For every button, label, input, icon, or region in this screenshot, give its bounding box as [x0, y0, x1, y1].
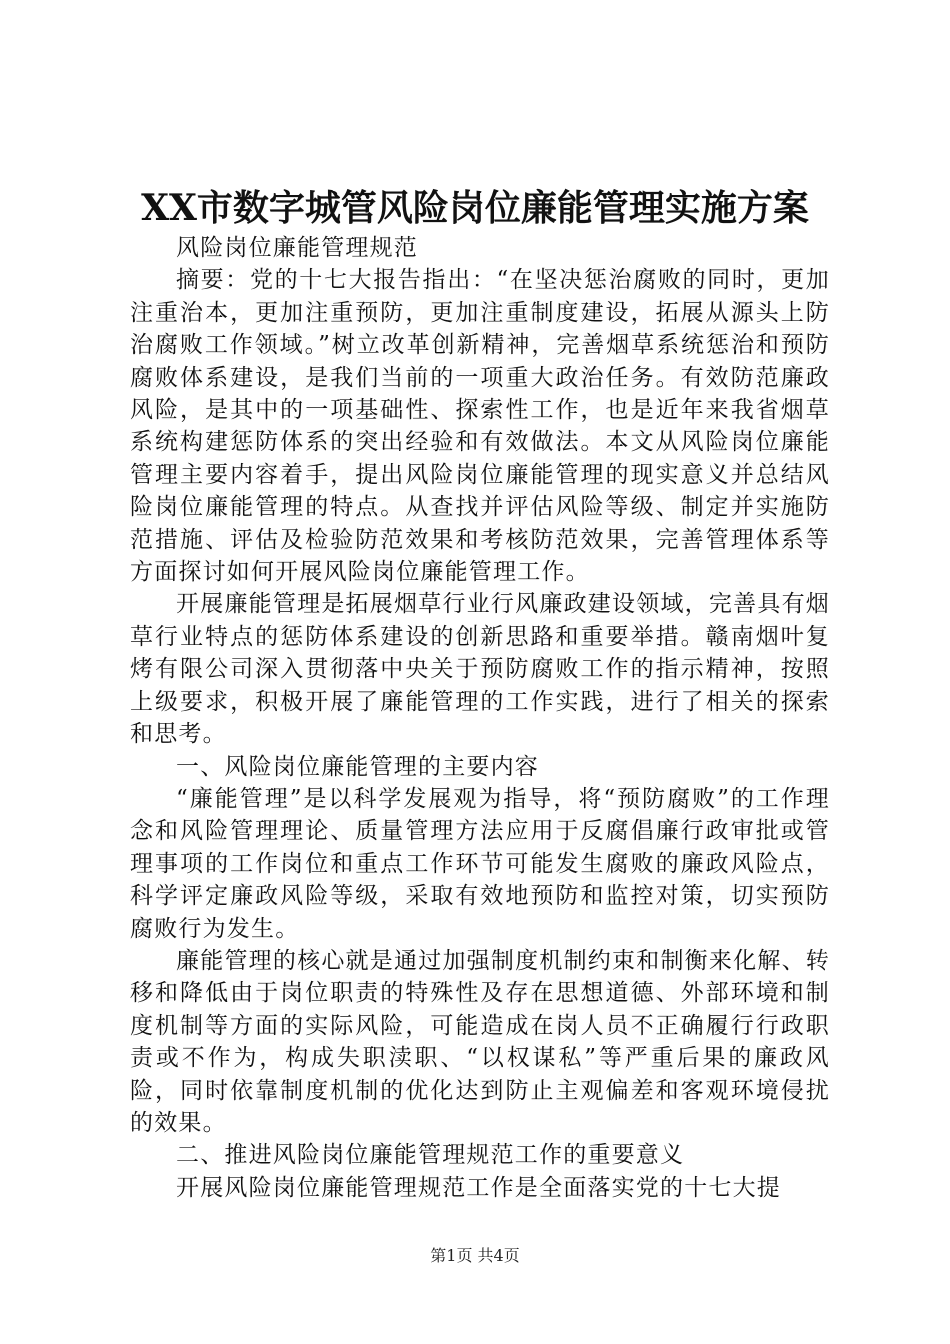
- document-body: [130, 232, 830, 1204]
- body-paragraph: 廉能管理的核心就是通过加强制度机制约束和制衡来化解、转移和降低由于岗位职责的特殊性及存在思想道德、外部环境和制度机制等方面的实际风险，可能造成在岗人员不正确履行行政职责或不作为，构成失职渎职、“以权谋私”等严重后果的廉政风险，同时依靠制度机制的优化达到防止主观偏差和客观环境侵扰的效果。: [130, 947, 830, 1136]
- intro-paragraph: 开展廉能管理是拓展烟草行业行风廉政建设领域，完善具有烟草行业特点的惩防体系建设的创新思路和重要举措。赣南烟叶复烤有限公司深入贯彻落中央关于预防腐败工作的指示精神，按照上级要求，积极开展了廉能管理的工作实践，进行了相关的探索和思考。: [130, 591, 830, 748]
- body-paragraph: 开展风险岗位廉能管理规范工作是全面落实党的十七大提: [176, 1174, 781, 1201]
- body-paragraph: “廉能管理”是以科学发展观为指导，将“预防腐败”的工作理念和风险管理理论、质量管理方法应用于反腐倡廉行政审批或管理事项的工作岗位和重点工作环节可能发生腐败的廉政风险点，科学评定廉政风险等级，采取有效地预防和监控对策，切实预防腐败行为发生。: [130, 785, 830, 942]
- section-heading-2: 二、推进风险岗位廉能管理规范工作的重要意义: [176, 1142, 685, 1169]
- page-footer: 第1页 共4页: [430, 1246, 520, 1265]
- subtitle-paragraph: 风险岗位廉能管理规范: [176, 235, 418, 261]
- document-title: XX市数字城管风险岗位廉能管理实施方案: [141, 187, 809, 229]
- abstract-paragraph: 摘要：党的十七大报告指出：“在坚决惩治腐败的同时，更加注重治本，更加注重预防，更加注重制度建设，拓展从源头上防治腐败工作领域。”树立改革创新精神，完善烟草系统惩治和预防腐败体系建设，是我们当前的一项重大政治任务。有效防范廉政风险，是其中的一项基础性、探索性工作，也是近年来我省烟草系统构建惩防体系的突出经验和有效做法。本文从风险岗位廉能管理主要内容着手，提出风险岗位廉能管理的现实意义并总结风险岗位廉能管理的特点。从查找并评估风险等级、制定并实施防范措施、评估及检验防范效果和考核防范效果，完善管理体系等方面探讨如何开展风险岗位廉能管理工作。: [130, 267, 830, 586]
- section-heading-1: 一、风险岗位廉能管理的主要内容: [176, 753, 539, 780]
